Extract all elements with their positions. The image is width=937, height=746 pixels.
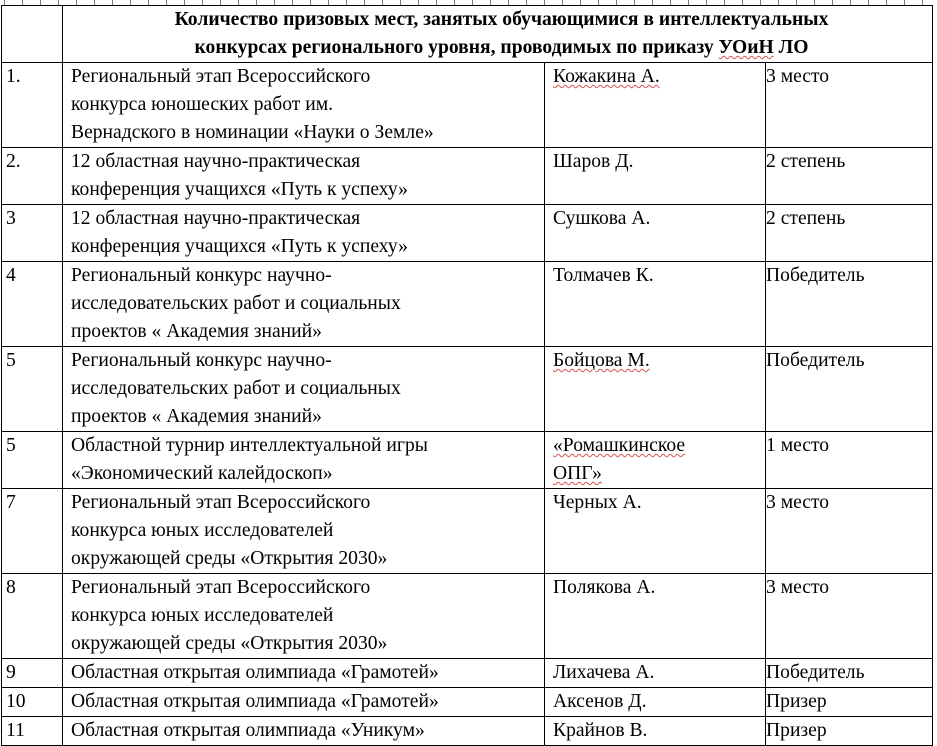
row-number-cell: 5 <box>2 347 63 432</box>
row-number-cell: 9 <box>2 659 63 688</box>
event-line: Областная открытая олимпиада «Уникум» <box>71 720 425 741</box>
participant-cell <box>545 574 766 659</box>
event-line: Региональный конкурс научно- <box>71 265 332 286</box>
result-cell: Победитель <box>766 347 933 432</box>
participant-name: Аксенов Д. <box>553 691 647 712</box>
participant-name: Полякова А. <box>553 577 656 598</box>
event-cell <box>63 717 545 746</box>
participant-name: Бойцова М. <box>553 350 650 371</box>
result-cell: 3 место <box>766 63 933 148</box>
participant-cell <box>545 262 766 347</box>
event-line: 12 областная научно-практическая <box>71 151 361 172</box>
result-cell: 2 степень <box>766 148 933 205</box>
event-line: проектов « Академия знаний» <box>71 321 322 342</box>
title-line-2-end: ЛО <box>773 37 809 58</box>
event-line: Региональный этап Всероссийского <box>71 492 371 513</box>
participant-name: Крайнов В. <box>553 720 648 741</box>
event-line: конкурса юных исследователей <box>71 605 334 626</box>
result-cell: 3 место <box>766 574 933 659</box>
event-cell <box>63 432 545 489</box>
table-row <box>2 489 933 574</box>
table-row <box>2 688 933 717</box>
event-cell <box>63 205 545 262</box>
participant-cell <box>545 148 766 205</box>
table-row <box>2 262 933 347</box>
event-line: окружающей среды «Открытия 2030» <box>71 548 388 569</box>
event-line: конференция учащихся «Путь к успеху» <box>71 236 408 257</box>
event-line: Вернадского в номинации «Науки о Земле» <box>71 122 434 143</box>
result-cell: 1 место <box>766 432 933 489</box>
title-line-2-text: конкурсах регионального уровня, проводимых по приказу <box>194 37 719 58</box>
title-line-1: Количество призовых мест, занятых обучающимися в интеллектуальных <box>174 9 829 30</box>
participant-name: Толмачев К. <box>553 265 654 286</box>
result-cell: Победитель <box>766 659 933 688</box>
table-row <box>2 574 933 659</box>
event-line: окружающей среды «Открытия 2030» <box>71 633 388 654</box>
result-cell: Победитель <box>766 262 933 347</box>
row-number-cell: 3 <box>2 205 63 262</box>
table-row <box>2 205 933 262</box>
event-line: Региональный конкурс научно- <box>71 350 332 371</box>
event-cell <box>63 574 545 659</box>
event-line: Областная открытая олимпиада «Грамотей» <box>71 691 439 712</box>
result-cell: Призер <box>766 717 933 746</box>
table-row <box>2 717 933 746</box>
event-cell <box>63 63 545 148</box>
participant-name: Сушкова А. <box>553 208 651 229</box>
participant-name: Шаров Д. <box>553 151 634 172</box>
event-line: Областная открытая олимпиада «Грамотей» <box>71 662 439 683</box>
participant-cell <box>545 347 766 432</box>
participant-name: Кожакина А. <box>553 66 660 87</box>
participant-cell <box>545 659 766 688</box>
participant-cell <box>545 688 766 717</box>
event-line: конкурса юношеских работ им. <box>71 94 334 115</box>
event-line: Областной турнир интеллектуальной игры <box>71 435 428 456</box>
table-row <box>2 347 933 432</box>
row-number-cell: 11 <box>2 717 63 746</box>
participant-name: ОПГ» <box>553 463 602 484</box>
participant-name: Лихачева А. <box>553 662 655 683</box>
row-number-cell: 5 <box>2 432 63 489</box>
event-line: исследовательских работ и социальных <box>71 378 401 399</box>
participant-name: «Ромашкинское <box>553 435 686 456</box>
table-row <box>2 63 933 148</box>
event-line: 12 областная научно-практическая <box>71 208 361 229</box>
header-row <box>2 6 933 63</box>
title-abbreviation: УОиН <box>718 37 774 58</box>
row-number-cell: 2. <box>2 148 63 205</box>
event-line: конференция учащихся «Путь к успеху» <box>71 179 408 200</box>
row-number-cell: 4 <box>2 262 63 347</box>
row-number-cell: 10 <box>2 688 63 717</box>
participant-cell <box>545 432 766 489</box>
row-number-cell: 7 <box>2 489 63 574</box>
event-cell <box>63 262 545 347</box>
event-cell <box>63 659 545 688</box>
event-cell <box>63 489 545 574</box>
event-line: Региональный этап Всероссийского <box>71 577 371 598</box>
participant-line <box>553 460 765 488</box>
table-row <box>2 659 933 688</box>
table-row <box>2 432 933 489</box>
awards-table <box>1 5 933 746</box>
table-row <box>2 148 933 205</box>
participant-cell <box>545 63 766 148</box>
result-cell: Призер <box>766 688 933 717</box>
header-number-cell <box>2 6 63 63</box>
row-number-cell: 1. <box>2 63 63 148</box>
title-line-2 <box>71 34 932 62</box>
participant-name: Черных А. <box>553 492 642 513</box>
event-cell <box>63 347 545 432</box>
event-cell <box>63 148 545 205</box>
participant-cell <box>545 717 766 746</box>
result-cell: 3 место <box>766 489 933 574</box>
event-line: исследовательских работ и социальных <box>71 293 401 314</box>
event-line: конкурса юных исследователей <box>71 520 334 541</box>
participant-line <box>553 432 765 460</box>
row-number-cell: 8 <box>2 574 63 659</box>
event-line: Региональный этап Всероссийского <box>71 66 371 87</box>
event-line: проектов « Академия знаний» <box>71 406 322 427</box>
event-cell <box>63 688 545 717</box>
event-line: «Экономический калейдоскоп» <box>71 463 333 484</box>
table-title <box>63 6 933 63</box>
participant-cell <box>545 205 766 262</box>
result-cell: 2 степень <box>766 205 933 262</box>
participant-cell <box>545 489 766 574</box>
